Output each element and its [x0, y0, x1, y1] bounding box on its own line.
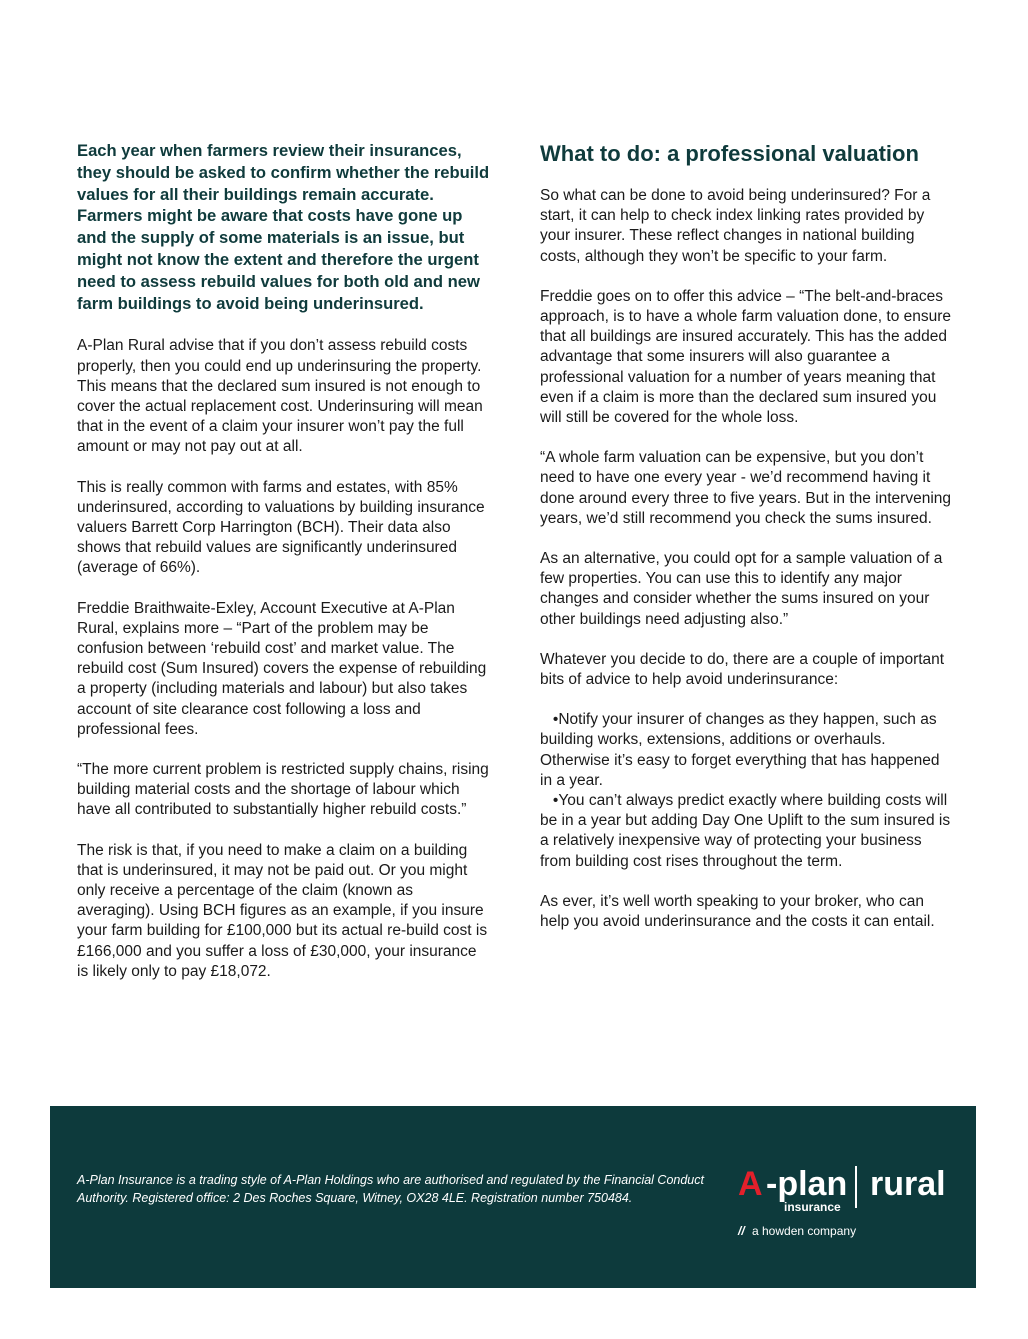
- logo-insurance-text: insurance: [784, 1200, 841, 1214]
- section-heading: What to do: a professional valuation: [540, 141, 919, 166]
- footer-banner: [50, 1106, 976, 1288]
- legal-notice: A-Plan Insurance is a trading style of A-Plan Holdings who are authorised and regulated by the Financial Conduct Authority. Registered office: 2 Des Roches Square, Witney, OX28 4LE. Registration number 750484.: [77, 1173, 704, 1205]
- paragraph-freddie-explains: Freddie Braithwaite-Exley, Account Executive at A-Plan Rural, explains more – “Part of the problem may be confusion between ‘rebuild cost’ and market value. The rebuild cost (Sum Insured) covers the expense of rebuilding a property (including materials and labour) but also takes account of site clearance cost following a loss and professional fees.: [77, 599, 487, 738]
- paragraph-risk-example: The risk is that, if you need to make a claim on a building that is underinsured, it may not be paid out. Or you might only receive a percentage of the claim (known as averaging). Using BCH figures as an example, if you insure your farm building for £100,000 but its actual re-build cost is £166,000 and you suffer a loss of £30,000, your insurance is likely only to pay £18,072.: [77, 841, 488, 980]
- lead-paragraph: Each year when farmers review their insurances, they should be asked to confirm whether the rebuild values for all their buildings remain accurate. Farmers might be aware that costs have gone up and the supply of some materials is an issue, but might not know the extent and therefore the urgent need to assess rebuild values for both old and new farm buildings to avoid being underinsured.: [77, 141, 490, 313]
- paragraph-supply-chains: “The more current problem is restricted supply chains, rising building material costs and the shortage of labour which have all contributed to substantially higher rebuild costs.”: [77, 761, 489, 819]
- paragraph-advice-intro: Whatever you decide to do, there are a couple of important bits of advice to help avoid underinsurance:: [540, 650, 945, 689]
- paragraph-underinsuring: A-Plan Rural advise that if you don’t assess rebuild costs properly, then you could end up underinsuring the property. This means that the declared sum insured is not enough to cover the actual replacement cost. Underinsuring will mean that in the event of a claim your insurer won’t pay the full amount or may not pay out at all.: [77, 337, 483, 456]
- left-column: [77, 140, 492, 1002]
- right-column: [540, 140, 952, 952]
- advice-bullet: • You can’t always predict exactly where building costs will be in a year but adding Day One Uplift to the sum insured is a relatively inexpensive way of protecting your business from building cost rises throughout the term.: [540, 791, 952, 872]
- logo-rural-text: rural: [870, 1165, 946, 1203]
- advice-bullet: • Notify your insurer of changes as they happen, such as building works, extensions, additions or overhauls. Otherwise it’s easy to forget everything that has happened in a year.: [540, 710, 952, 791]
- paragraph-index-linking: So what can be done to avoid being underinsured? For a start, it can help to check index linking rates provided by your insurer. These reflect changes in national building costs, although they won’t be specific to your farm.: [540, 187, 931, 265]
- paragraph-belt-and-braces: Freddie goes on to offer this advice – “The belt-and-braces approach, is to have a whole farm valuation done, to ensure that all buildings are insured accurately. This has the added advantage that some insurers will also guarantee a professional valuation for a number of years meaning that even if a claim is more than the declared sum insured you will still be covered for the whole loss.: [540, 287, 952, 427]
- paragraph-closing: As ever, it’s well worth speaking to your broker, who can help you avoid underinsurance and the costs it can entail.: [540, 892, 935, 931]
- logo-plan-text: -plan: [766, 1165, 848, 1203]
- howden-slash-icon: //: [738, 1224, 745, 1238]
- aplan-rural-logo: [738, 1164, 958, 1244]
- howden-tagline: a howden company: [752, 1224, 857, 1238]
- advice-list: [540, 710, 952, 872]
- paragraph-whole-farm-valuation: “A whole farm valuation can be expensive, but you don’t need to have one every year - we’d recommend having it done around every three to five years. But in the intervening years, we’d still recommend you check the sums insured.: [540, 449, 951, 527]
- logo-a-mark: A: [738, 1165, 763, 1203]
- logo-divider: [855, 1166, 857, 1208]
- paragraph-statistics: This is really common with farms and estates, with 85% underinsured, according to valuations by building insurance valuers Barrett Corp Harrington (BCH). Their data also shows that rebuild values are significantly underinsured (average of 66%).: [77, 478, 485, 577]
- paragraph-sample-valuation: As an alternative, you could opt for a sample valuation of a few properties. You can use this to identify any major changes and consider whether the sums insured on your other buildings need adjusting also.”: [540, 550, 943, 628]
